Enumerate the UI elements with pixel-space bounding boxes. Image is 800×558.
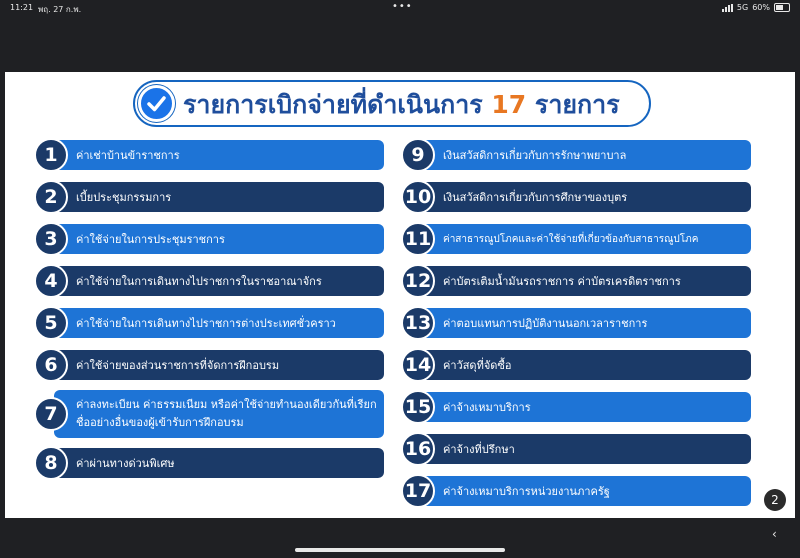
item-number: 8 bbox=[34, 446, 68, 480]
item-label: เงินสวัสดิการเกี่ยวกับการศึกษาของบุตร bbox=[443, 191, 628, 204]
title-main: รายการเบิกจ่ายที่ดำเนินการ bbox=[183, 90, 483, 119]
battery-percent: 60% bbox=[752, 3, 770, 12]
multitask-dots[interactable]: ••• bbox=[392, 1, 413, 12]
list-item bbox=[401, 222, 751, 256]
item-label: เบี้ยประชุมกรรมการ bbox=[76, 191, 172, 204]
check-circle-icon bbox=[138, 85, 175, 122]
list-item bbox=[34, 446, 384, 480]
list-item bbox=[34, 264, 384, 298]
list-item bbox=[34, 306, 384, 340]
item-number: 1 bbox=[34, 138, 68, 172]
item-number: 17 bbox=[401, 474, 435, 508]
list-item bbox=[34, 180, 384, 214]
list-item bbox=[34, 138, 384, 172]
item-number: 12 bbox=[401, 264, 435, 298]
list-item bbox=[401, 432, 751, 466]
item-number: 13 bbox=[401, 306, 435, 340]
item-number: 7 bbox=[34, 397, 68, 431]
item-label: เงินสวัสดิการเกี่ยวกับการรักษาพยาบาล bbox=[443, 149, 627, 162]
battery-icon bbox=[774, 3, 790, 12]
item-number: 4 bbox=[34, 264, 68, 298]
list-item bbox=[401, 390, 751, 424]
item-number: 9 bbox=[401, 138, 435, 172]
home-indicator[interactable] bbox=[295, 548, 505, 552]
list-item bbox=[401, 474, 751, 508]
title-suffix: รายการ bbox=[534, 90, 620, 119]
item-number: 11 bbox=[401, 222, 435, 256]
title-text bbox=[183, 85, 620, 125]
item-number: 2 bbox=[34, 180, 68, 214]
page-number-badge: 2 bbox=[764, 489, 786, 511]
list-item bbox=[401, 264, 751, 298]
chevron-left-icon[interactable]: ‹ bbox=[772, 527, 777, 541]
network-label: 5G bbox=[736, 3, 749, 12]
item-label: ค่าลงทะเบียน ค่าธรรมเนียม หรือค่าใช้จ่ายทำนองเดียวกันที่เรียกชื่ออย่างอื่นของผู้เข้ารับการฝึกอบรม bbox=[76, 398, 377, 429]
item-number: 14 bbox=[401, 348, 435, 382]
status-time: 11:21 bbox=[10, 3, 34, 12]
slide-title bbox=[133, 80, 651, 127]
item-label: ค่าใช้จ่ายของส่วนราชการที่จัดการฝึกอบรม bbox=[76, 359, 280, 372]
list-item bbox=[34, 222, 384, 256]
item-label: ค่าจ้างเหมาบริการหน่วยงานภาครัฐ bbox=[443, 485, 610, 498]
item-label: ค่าจ้างเหมาบริการ bbox=[443, 401, 531, 414]
item-label: ค่าใช้จ่ายในการเดินทางไปราชการต่างประเทศชั่วคราว bbox=[76, 317, 336, 330]
status-indicators bbox=[722, 3, 790, 12]
item-label: ค่าใช้จ่ายในการเดินทางไปราชการในราชอาณาจักร bbox=[76, 275, 322, 288]
item-label: ค่าผ่านทางด่วนพิเศษ bbox=[76, 457, 175, 470]
slide bbox=[5, 72, 795, 518]
item-number: 5 bbox=[34, 306, 68, 340]
item-number: 15 bbox=[401, 390, 435, 424]
title-number: 17 bbox=[491, 90, 527, 119]
item-number: 10 bbox=[401, 180, 435, 214]
status-bar bbox=[0, 0, 800, 18]
item-number: 3 bbox=[34, 222, 68, 256]
list-item bbox=[34, 348, 384, 382]
list-item bbox=[34, 388, 384, 440]
list-item bbox=[401, 348, 751, 382]
list-item bbox=[401, 138, 751, 172]
item-label: ค่าใช้จ่ายในการประชุมราชการ bbox=[76, 233, 225, 246]
list-item bbox=[401, 180, 751, 214]
status-date: พฤ. 27 ก.พ. bbox=[38, 5, 82, 14]
item-label: ค่าวัสดุที่จัดซื้อ bbox=[443, 359, 512, 372]
item-number: 6 bbox=[34, 348, 68, 382]
item-number: 16 bbox=[401, 432, 435, 466]
item-label: ค่าจ้างที่ปรึกษา bbox=[443, 443, 515, 456]
item-label: ค่าตอบแทนการปฏิบัติงานนอกเวลาราชการ bbox=[443, 317, 648, 330]
signal-icon bbox=[722, 4, 733, 12]
item-label: ค่าบัตรเติมน้ำมันรถราชการ ค่าบัตรเครดิตราชการ bbox=[443, 275, 681, 288]
item-label: ค่าสาธารณูปโภคและค่าใช้จ่ายที่เกี่ยวข้องกับสาธารณูปโภค bbox=[443, 233, 699, 245]
item-label: ค่าเช่าบ้านข้าราชการ bbox=[76, 149, 180, 162]
list-item bbox=[401, 306, 751, 340]
